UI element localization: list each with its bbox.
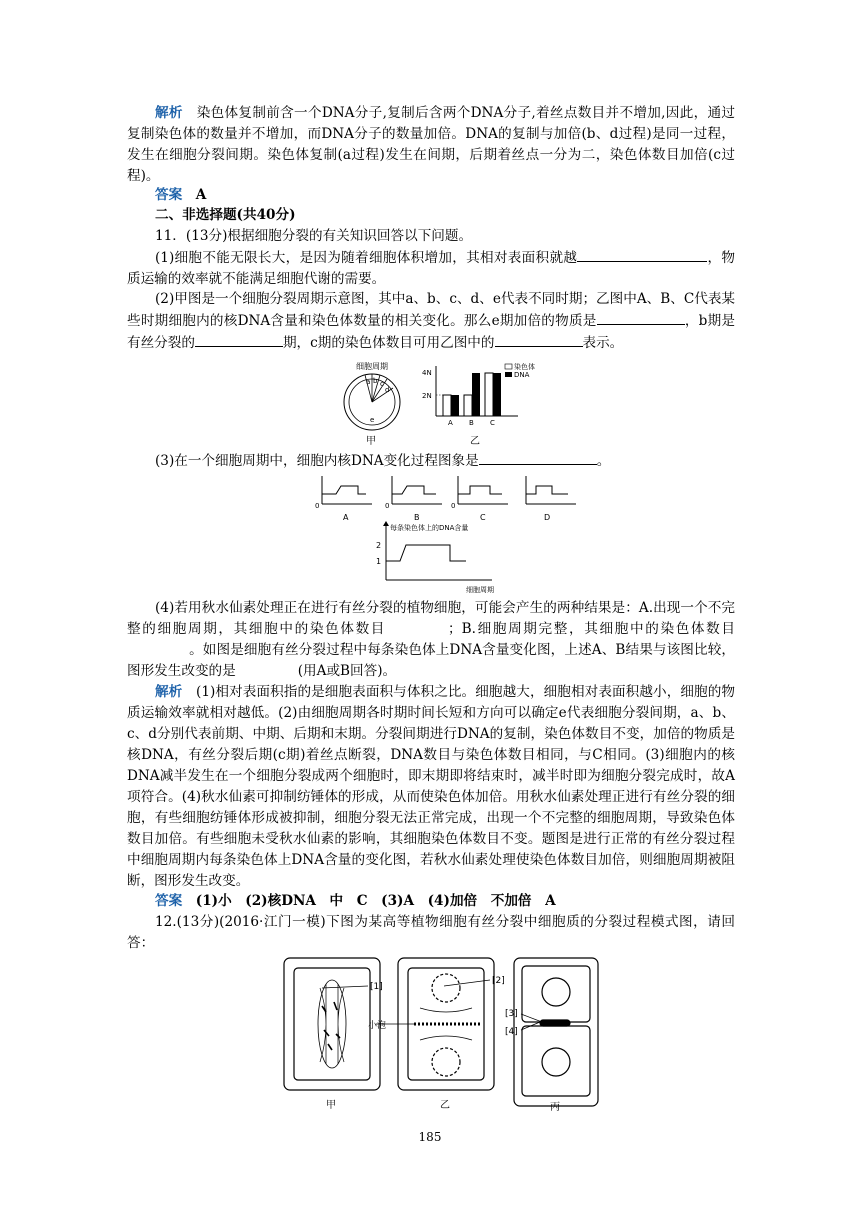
bar-a-dna [451, 395, 459, 416]
cell-cycle-diagram [344, 361, 400, 447]
answer-blank[interactable] [597, 310, 685, 325]
answer-text: (1)小 (2)核DNA 中 C (3)A (4)加倍 不加倍 A [195, 893, 556, 909]
answer-blank[interactable] [577, 247, 707, 262]
bar-b-dna [472, 373, 480, 416]
analysis-paragraph-2 [127, 682, 735, 892]
y-tick: 4N [422, 369, 432, 377]
answer-blank[interactable] [479, 450, 597, 465]
figure-cytokinesis [276, 950, 606, 1115]
x-axis-title: 细胞周期 [466, 586, 494, 594]
circle-letter: d [385, 386, 390, 394]
analysis-label: 解析 [155, 105, 183, 121]
question-11-stem: 11．(13分)根据细胞分裂的有关知识回答以下问题。 [155, 228, 473, 244]
circle-letter: b [373, 377, 378, 385]
option-graph-a [315, 476, 372, 522]
answer-blank[interactable] [495, 332, 583, 347]
y-tick: 1 [376, 557, 382, 566]
answer-blank[interactable] [195, 332, 283, 347]
option-graph-b [385, 476, 442, 522]
svg-text:0: 0 [451, 502, 456, 510]
label-4: [4] [505, 1027, 518, 1037]
figure-label-yi: 乙 [470, 436, 480, 447]
legend-swatch-dna [505, 372, 512, 377]
cell-bing-bottom [522, 1026, 590, 1096]
analysis-label: 解析 [155, 684, 183, 700]
y-tick: 2N [422, 392, 432, 400]
caption-jia: 甲 [326, 1100, 336, 1111]
question-12-stem: 12.(13分)(2016·江门一模)下图为某高等植物细胞有丝分裂中细胞质的分裂过程模式图，请回答： [127, 914, 735, 951]
figure-dna-per-chromosome [370, 520, 510, 596]
answer-1 [127, 185, 735, 206]
circle-letter: c [380, 380, 384, 388]
page-number: 185 [418, 1130, 442, 1144]
svg-text:B: B [414, 513, 420, 522]
y-axis-title: 每条染色体上的DNA含量 [390, 524, 469, 532]
x-label: C [490, 419, 495, 427]
figure-dna-options [312, 468, 582, 526]
legend-label: 染色体 [514, 363, 535, 371]
question-11-part-4: (4)若用秋水仙素处理正在进行有丝分裂的植物细胞，可能会产生的两种结果是：A.出现一个不完整的细胞周期，其细胞中的染色体数目 ；B.细胞周期完整，其细胞中的染色体数目。如图是细胞有丝分裂过程中每条染色体上DNA含量变化图，上述A、B结果与该图比较，图形发生改变的是 (用A或B回答)。 [127, 600, 735, 679]
caption-yi: 乙 [440, 1100, 450, 1111]
label-vesicle: 小泡 [368, 1021, 387, 1031]
question-11-part-3: (3)在一个细胞周期中，细胞内核DNA变化过程图象是 。 [127, 450, 735, 472]
bar-c-chromosome [485, 373, 493, 416]
svg-text:A: A [343, 513, 349, 522]
legend-label: DNA [514, 371, 530, 379]
cell-jia-inner [294, 968, 370, 1080]
cell-bing-top [522, 966, 590, 1022]
question-11-part-2: (2)甲图是一个细胞分裂周期示意图，其中a、b、c、d、e代表不同时期；乙图中A、B、C代表某些时期细胞内的核DNA含量和染色体数量的相关变化。那么e期加倍的物质是 ，b期是有丝分裂的 期，c期的染色体数目可用乙图中的 表示。 [127, 291, 736, 351]
bar-b-chromosome [464, 395, 472, 416]
answer-text: A [195, 187, 207, 203]
analysis-text: 染色体复制前含一个DNA分子,复制后含两个DNA分子,着丝点数目并不增加,因此，通过复制染色体的数量并不增加，而DNA分子的数量加倍。DNA的复制与加倍(b、d过程)是同一过程，发生在细胞分裂间期。染色体复制(a过程)发生在间期，后期着丝点一分为二，染色体数目加倍(c过程)。 [127, 105, 735, 184]
bar-chart [422, 362, 535, 447]
cell-jia-outer [284, 958, 380, 1090]
svg-text:0: 0 [315, 502, 320, 510]
label-2: [2] [492, 976, 505, 986]
svg-text:0: 0 [385, 502, 390, 510]
question-11-part-1: (1)细胞不能无限长大，是因为随着细胞体积增加，其相对表面积就越 ，物质运输的效率就不能满足细胞代谢的需要。 [127, 247, 735, 290]
answer-blank[interactable] [386, 619, 448, 633]
circle-letter: a [366, 378, 371, 386]
analysis-text: (1)相对表面积指的是细胞表面积与体积之比。细胞越大，细胞相对表面积越小，细胞的物质运输效率就相对越低。(2)由细胞周期各时期时间长短和方向可以确定e代表细胞分裂间期，a、b、c、d分别代表前期、中期、后期和末期。分裂间期进行DNA的复制，染色体数目不变，加倍的物质是核DNA，有丝分裂后期(c期)着丝点断裂，DNA数目与染色体数目相同，与C相同。(3)细胞内的核DNA减半发生在一个细胞分裂成两个细胞时，即末期即将结束时，减半时即为细胞分裂完成时，故A项符合。(4)秋水仙素可抑制纺锤体的形成，从而使染色体加倍。用秋水仙素处理正进行有丝分裂的细胞，有些细胞纺锤体形成被抑制，细胞分裂无法正常完成，出现一个不完整的细胞周期，导致染色体数目加倍。有些细胞未受秋水仙素的影响，其细胞染色体数目不变。题图是进行正常的有丝分裂过程中细胞周期内每条染色体上DNA含量的变化图，若秋水仙素处理使染色体数目加倍，则细胞周期被阻断，图形发生改变。 [127, 684, 736, 889]
bar-c-dna [493, 373, 501, 416]
answer-label: 答案 [155, 187, 183, 203]
option-graph-d [526, 476, 576, 522]
section-heading: 二、非选择题(共40分) [155, 207, 296, 223]
caption-bing: 丙 [550, 1102, 560, 1113]
x-label: A [448, 419, 453, 427]
answer-blank[interactable] [127, 640, 189, 654]
answer-label: 答案 [155, 893, 183, 909]
analysis-paragraph-1 [127, 103, 735, 187]
cell-bing-outer [514, 958, 598, 1106]
label-1: [1] [370, 982, 383, 992]
label-3: [3] [505, 1009, 518, 1019]
figure-label-jia: 甲 [366, 436, 376, 447]
svg-text:D: D [544, 513, 551, 522]
legend-swatch-chromosome [505, 364, 512, 369]
circle-title: 细胞周期 [356, 362, 388, 371]
answer-blank[interactable] [236, 661, 298, 675]
option-graph-c [451, 476, 508, 522]
answer-2 [127, 891, 735, 912]
y-tick: 2 [376, 541, 382, 550]
figure-cell-cycle-and-bars [340, 358, 570, 450]
x-label: B [469, 419, 474, 427]
svg-text:C: C [480, 513, 486, 522]
bar-a-chromosome [443, 395, 451, 416]
circle-letter: e [370, 416, 375, 424]
